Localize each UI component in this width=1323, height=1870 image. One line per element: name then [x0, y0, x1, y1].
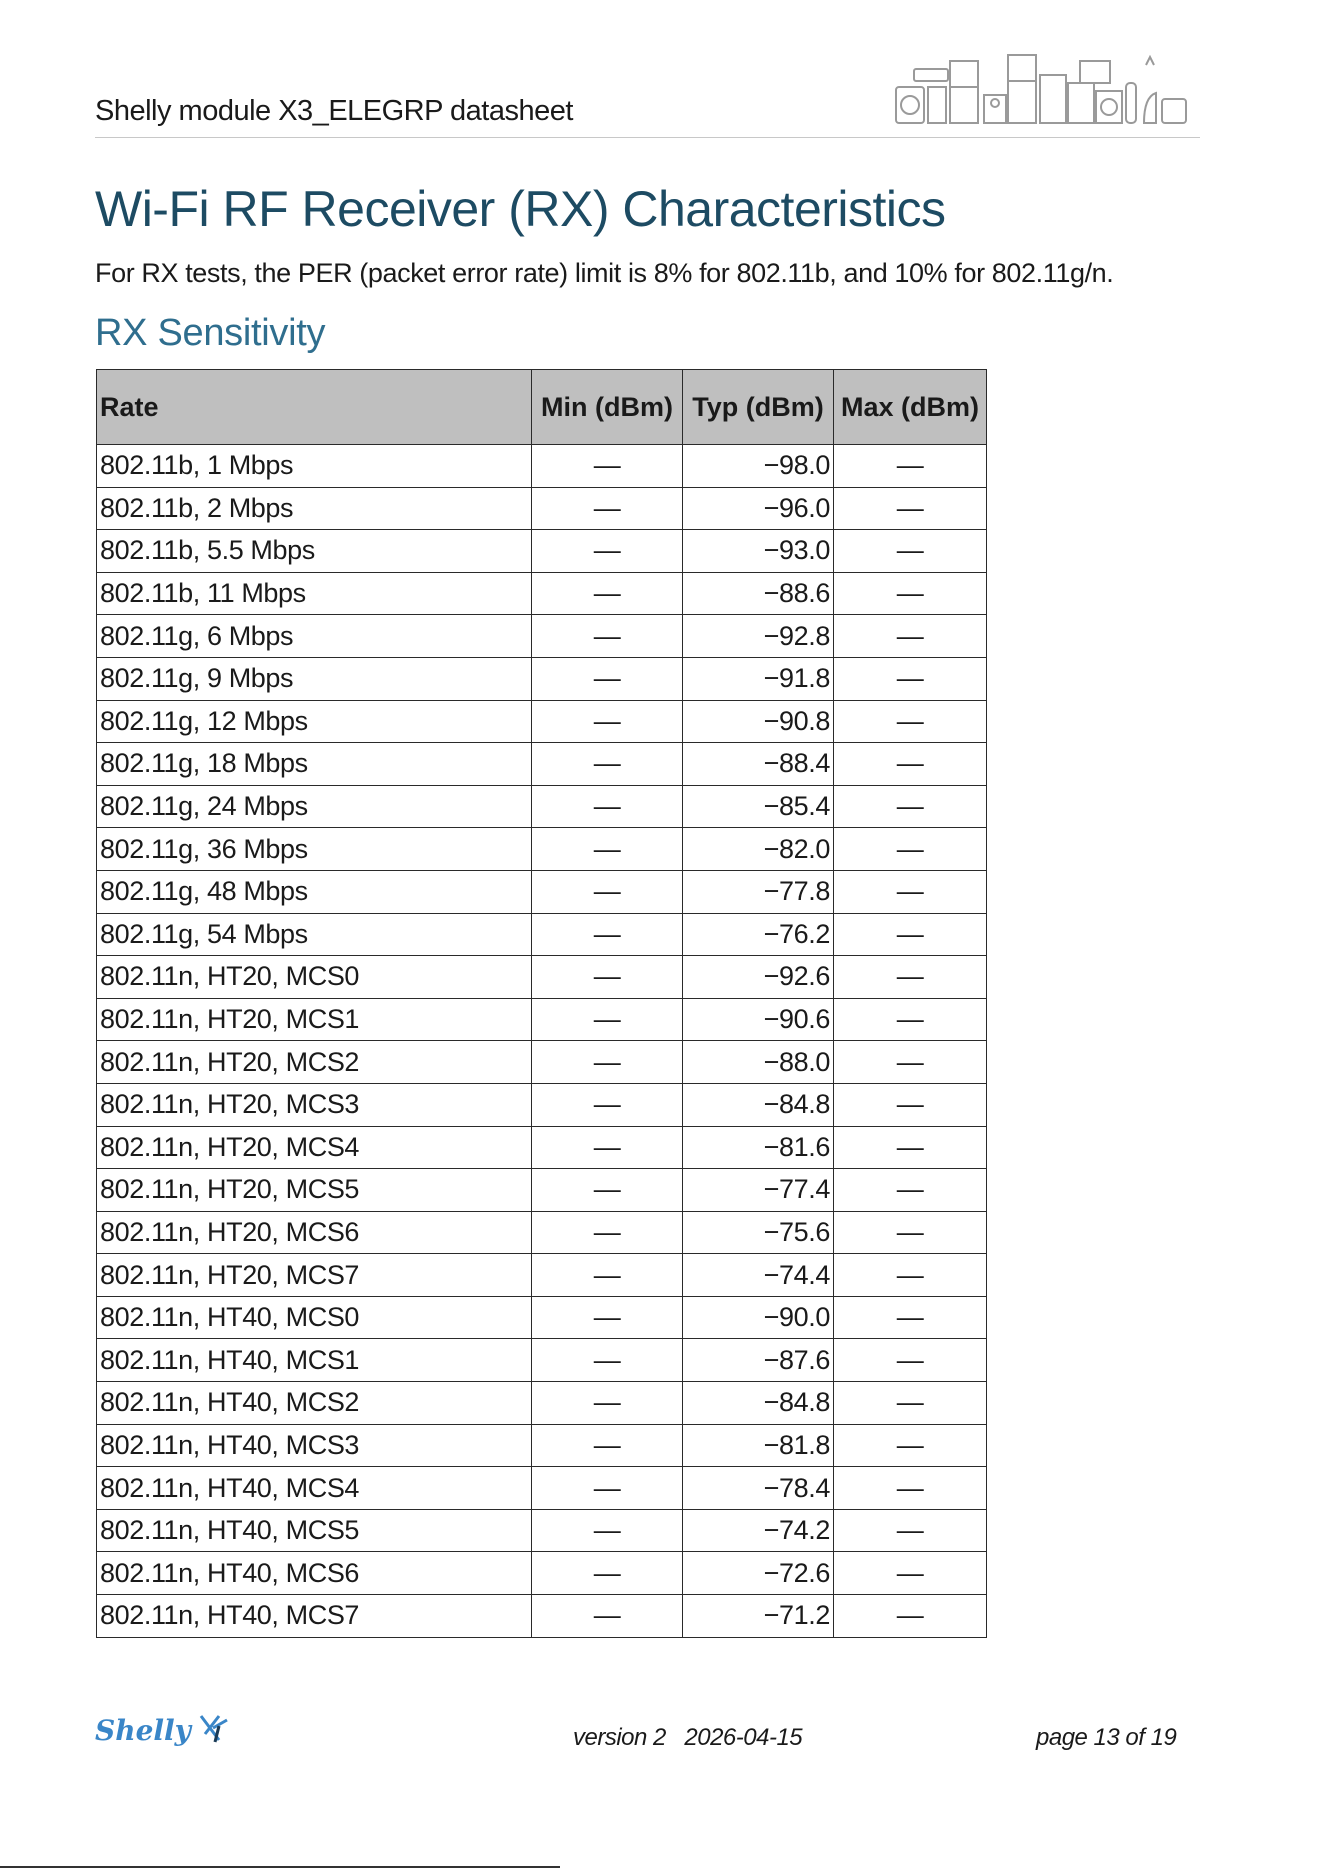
column-header-min: Min (dBm) [532, 370, 683, 445]
cell-rate: 802.11n, HT40, MCS1 [97, 1339, 532, 1382]
cell-typ: −76.2 [683, 913, 834, 956]
cell-max: — [834, 1296, 987, 1339]
cell-max: — [834, 870, 987, 913]
table-row [97, 1041, 987, 1084]
intro-paragraph: For RX tests, the PER (packet error rate) limit is 8% for 802.11b, and 10% for 802.11g/n. [95, 258, 1114, 288]
cell-max: — [834, 743, 987, 786]
cell-min: — [532, 487, 683, 530]
cell-max: — [834, 487, 987, 530]
table-row [97, 700, 987, 743]
table-row [97, 1382, 987, 1425]
cell-max: — [834, 828, 987, 871]
cell-max: — [834, 1467, 987, 1510]
cell-typ: −92.6 [683, 956, 834, 999]
cell-typ: −75.6 [683, 1211, 834, 1254]
cell-rate: 802.11g, 9 Mbps [97, 657, 532, 700]
cell-max: — [834, 785, 987, 828]
cell-typ: −88.6 [683, 572, 834, 615]
cell-min: — [532, 870, 683, 913]
table-row [97, 1126, 987, 1169]
cell-min: — [532, 1126, 683, 1169]
cell-typ: −72.6 [683, 1552, 834, 1595]
table-row [97, 487, 987, 530]
shelly-logo [93, 1710, 233, 1750]
cell-max: — [834, 657, 987, 700]
cell-typ: −74.2 [683, 1509, 834, 1552]
cell-rate: 802.11n, HT20, MCS7 [97, 1254, 532, 1297]
cell-max: — [834, 1552, 987, 1595]
cell-typ: −78.4 [683, 1467, 834, 1510]
table-row [97, 870, 987, 913]
cell-rate: 802.11n, HT20, MCS0 [97, 956, 532, 999]
cell-rate: 802.11b, 5.5 Mbps [97, 530, 532, 573]
table-row [97, 956, 987, 999]
cell-max: — [834, 1083, 987, 1126]
cell-typ: −84.8 [683, 1083, 834, 1126]
cell-typ: −92.8 [683, 615, 834, 658]
cell-rate: 802.11g, 24 Mbps [97, 785, 532, 828]
column-header-typ: Typ (dBm) [683, 370, 834, 445]
cell-typ: −77.4 [683, 1169, 834, 1212]
footer-page-number: page 13 of 19 [1036, 1724, 1177, 1751]
table-row [97, 530, 987, 573]
cell-rate: 802.11n, HT20, MCS5 [97, 1169, 532, 1212]
cell-min: — [532, 785, 683, 828]
cell-min: — [532, 615, 683, 658]
table-row [97, 913, 987, 956]
cell-max: — [834, 1595, 987, 1638]
cell-typ: −81.8 [683, 1424, 834, 1467]
table-row [97, 828, 987, 871]
cell-min: — [532, 700, 683, 743]
table-row [97, 1083, 987, 1126]
cell-typ: −85.4 [683, 785, 834, 828]
table-row [97, 1552, 987, 1595]
section-heading: Wi-Fi RF Receiver (RX) Characteristics [95, 181, 946, 237]
cell-typ: −93.0 [683, 530, 834, 573]
cell-max: — [834, 1211, 987, 1254]
cell-rate: 802.11b, 11 Mbps [97, 572, 532, 615]
appliances-illustration-icon [894, 47, 1194, 127]
cell-max: — [834, 1424, 987, 1467]
cell-rate: 802.11g, 48 Mbps [97, 870, 532, 913]
cell-min: — [532, 1211, 683, 1254]
cell-rate: 802.11n, HT40, MCS3 [97, 1424, 532, 1467]
cell-rate: 802.11n, HT40, MCS6 [97, 1552, 532, 1595]
cell-max: — [834, 998, 987, 1041]
divider [0, 1866, 560, 1868]
table-row [97, 1211, 987, 1254]
cell-min: — [532, 1424, 683, 1467]
table-body [97, 445, 987, 1638]
cell-min: — [532, 1339, 683, 1382]
cell-min: — [532, 445, 683, 488]
cell-typ: −81.6 [683, 1126, 834, 1169]
rx-sensitivity-table [96, 369, 987, 1638]
footer-version: version 2 2026-04-15 [573, 1724, 803, 1751]
cell-max: — [834, 1169, 987, 1212]
cell-min: — [532, 1041, 683, 1084]
cell-typ: −98.0 [683, 445, 834, 488]
cell-min: — [532, 956, 683, 999]
table-header-row [97, 370, 987, 445]
table-row [97, 1339, 987, 1382]
cell-typ: −91.8 [683, 657, 834, 700]
cell-max: — [834, 1382, 987, 1425]
cell-rate: 802.11n, HT20, MCS6 [97, 1211, 532, 1254]
cell-rate: 802.11n, HT20, MCS3 [97, 1083, 532, 1126]
cell-min: — [532, 1169, 683, 1212]
cell-typ: −82.0 [683, 828, 834, 871]
cell-min: — [532, 913, 683, 956]
cell-rate: 802.11n, HT20, MCS4 [97, 1126, 532, 1169]
cell-min: — [532, 1382, 683, 1425]
table-row [97, 743, 987, 786]
cell-min: — [532, 828, 683, 871]
cell-min: — [532, 657, 683, 700]
cell-rate: 802.11n, HT40, MCS0 [97, 1296, 532, 1339]
cell-min: — [532, 1552, 683, 1595]
cell-max: — [834, 1509, 987, 1552]
cell-rate: 802.11g, 18 Mbps [97, 743, 532, 786]
cell-min: — [532, 530, 683, 573]
cell-max: — [834, 615, 987, 658]
table-row [97, 1424, 987, 1467]
cell-rate: 802.11g, 54 Mbps [97, 913, 532, 956]
cell-rate: 802.11n, HT40, MCS2 [97, 1382, 532, 1425]
page-header [95, 95, 1200, 138]
cell-max: — [834, 700, 987, 743]
table-row [97, 572, 987, 615]
table-row [97, 998, 987, 1041]
cell-rate: 802.11g, 6 Mbps [97, 615, 532, 658]
cell-max: — [834, 445, 987, 488]
cell-typ: −88.4 [683, 743, 834, 786]
cell-typ: −96.0 [683, 487, 834, 530]
cell-typ: −88.0 [683, 1041, 834, 1084]
cell-max: — [834, 1339, 987, 1382]
table-row [97, 657, 987, 700]
cell-min: — [532, 1467, 683, 1510]
table-row [97, 1509, 987, 1552]
table-row [97, 1296, 987, 1339]
cell-typ: −90.0 [683, 1296, 834, 1339]
cell-rate: 802.11n, HT20, MCS2 [97, 1041, 532, 1084]
column-header-rate: Rate [97, 370, 532, 445]
cell-rate: 802.11b, 1 Mbps [97, 445, 532, 488]
table-row [97, 1467, 987, 1510]
cell-max: — [834, 530, 987, 573]
cell-rate: 802.11n, HT20, MCS1 [97, 998, 532, 1041]
cell-rate: 802.11n, HT40, MCS4 [97, 1467, 532, 1510]
cell-max: — [834, 1254, 987, 1297]
table-row [97, 1595, 987, 1638]
cell-typ: −71.2 [683, 1595, 834, 1638]
cell-min: — [532, 1296, 683, 1339]
cell-min: — [532, 1509, 683, 1552]
cell-rate: 802.11n, HT40, MCS7 [97, 1595, 532, 1638]
table-row [97, 1254, 987, 1297]
cell-typ: −87.6 [683, 1339, 834, 1382]
cell-rate: 802.11b, 2 Mbps [97, 487, 532, 530]
cell-typ: −74.4 [683, 1254, 834, 1297]
cell-rate: 802.11g, 12 Mbps [97, 700, 532, 743]
cell-typ: −90.6 [683, 998, 834, 1041]
cell-max: — [834, 572, 987, 615]
column-header-max: Max (dBm) [834, 370, 987, 445]
document-title: Shelly module X3_ELEGRP datasheet [95, 95, 573, 127]
cell-min: — [532, 1254, 683, 1297]
table-row [97, 1169, 987, 1212]
cell-rate: 802.11g, 36 Mbps [97, 828, 532, 871]
table-row [97, 445, 987, 488]
cell-min: — [532, 743, 683, 786]
subsection-heading: RX Sensitivity [95, 312, 326, 354]
cell-typ: −77.8 [683, 870, 834, 913]
cell-max: — [834, 956, 987, 999]
cell-min: — [532, 572, 683, 615]
svg-text:Shelly: Shelly [95, 1714, 191, 1747]
cell-min: — [532, 1083, 683, 1126]
cell-max: — [834, 1041, 987, 1084]
cell-min: — [532, 998, 683, 1041]
table-row [97, 615, 987, 658]
cell-max: — [834, 913, 987, 956]
cell-typ: −90.8 [683, 700, 834, 743]
cell-max: — [834, 1126, 987, 1169]
cell-min: — [532, 1595, 683, 1638]
table-row [97, 785, 987, 828]
cell-rate: 802.11n, HT40, MCS5 [97, 1509, 532, 1552]
cell-typ: −84.8 [683, 1382, 834, 1425]
